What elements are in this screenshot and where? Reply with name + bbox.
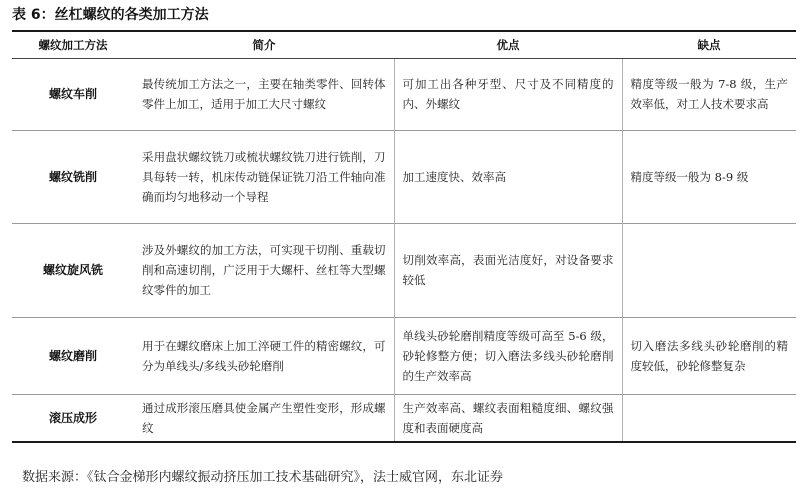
table-row <box>12 130 796 223</box>
pros-cell: 切削效率高，表面光洁度好，对设备要求较低 <box>394 223 622 317</box>
table-row <box>12 58 796 130</box>
header-method: 螺纹加工方法 <box>12 32 134 58</box>
intro-cell: 用于在螺纹磨床上加工淬硬工件的精密螺纹，可分为单线头/多线头砂轮磨削 <box>134 317 394 394</box>
table-title: 表 6：丝杠螺纹的各类加工方法 <box>12 7 209 23</box>
header-intro: 简介 <box>134 32 394 58</box>
intro-cell: 通过成形滚压磨具使金属产生塑性变形，形成螺纹 <box>134 394 394 441</box>
intro-cell: 采用盘状螺纹铣刀或梳状螺纹铣刀进行铣削，刀具每转一转，机床传动链保证铣刀沿工件轴向准确而均匀地移动一个导程 <box>134 130 394 223</box>
pros-cell: 加工速度快、效率高 <box>394 130 622 223</box>
table-row <box>12 317 796 394</box>
pros-cell: 单线头砂轮磨削精度等级可高至 5-6 级，砂轮修整方便；切入磨法多线头砂轮磨削的生产效率高 <box>394 317 622 394</box>
cons-cell: 切入磨法多线头砂轮磨削的精度较低，砂轮修整复杂 <box>622 317 796 394</box>
table-row <box>12 394 796 441</box>
pros-cell: 生产效率高、螺纹表面粗糙度细、螺纹强度和表面硬度高 <box>394 394 622 441</box>
method-cell: 螺纹旋风铣 <box>12 223 134 317</box>
cons-cell <box>622 394 796 441</box>
cons-cell <box>622 223 796 317</box>
method-cell: 滚压成形 <box>12 394 134 441</box>
method-cell: 螺纹车削 <box>48 87 97 101</box>
table-header-row <box>12 32 796 58</box>
method-cell: 螺纹磨削 <box>12 317 134 394</box>
header-cons: 缺点 <box>622 32 796 58</box>
intro-cell: 涉及外螺纹的加工方法，可实现干切削、重载切削和高速切削，广泛用于大螺杆、丝杠等大型螺纹零件的加工 <box>134 223 394 317</box>
header-pros: 优点 <box>394 32 622 58</box>
cons-cell: 精度等级一般为 7-8 级，生产效率低，对工人技术要求高 <box>622 58 796 130</box>
methods-table <box>12 30 796 443</box>
intro-cell: 最传统加工方法之一，主要在轴类零件、回转体零件上加工，适用于加工大尺寸螺纹 <box>142 77 386 111</box>
cons-cell: 精度等级一般为 8-9 级 <box>622 130 796 223</box>
table-row <box>12 223 796 317</box>
source-note: 数据来源：《钛合金梯形内螺纹振动挤压加工技术基础研究》，法士威官网，东北证券 <box>22 470 504 485</box>
pros-cell: 可加工出各种牙型、尺寸及不同精度的内、外螺纹 <box>394 58 622 130</box>
method-cell: 螺纹铣削 <box>12 130 134 223</box>
